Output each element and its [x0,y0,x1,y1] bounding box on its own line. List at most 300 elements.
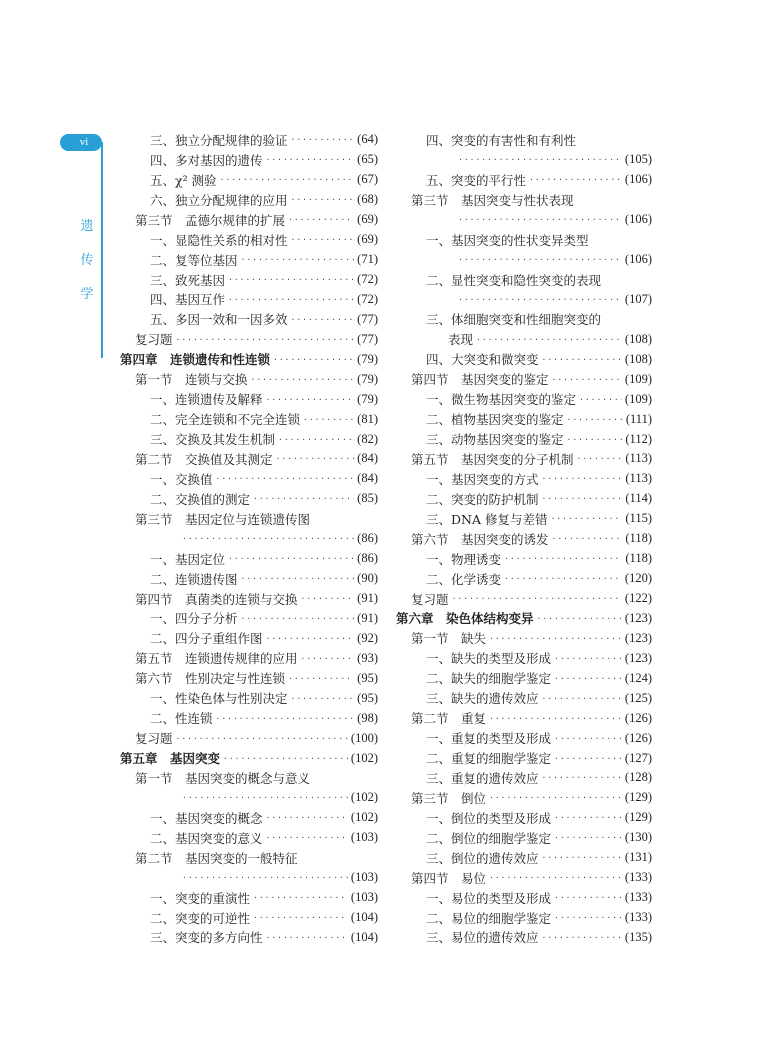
toc-entry-page: (81) [357,411,378,426]
dot-leader [228,554,354,563]
toc-entry[interactable] [120,808,378,828]
dot-leader [266,933,348,942]
toc-right-column [396,130,652,947]
toc-entry-page: (113) [625,451,652,466]
toc-entry-page: (118) [625,551,652,566]
toc-entry-title: 第六章 染色体结构变异 [396,611,534,627]
toc-entry[interactable] [120,190,378,210]
toc-entry-page: (100) [350,730,378,745]
toc-entry[interactable] [396,389,652,409]
dot-leader [266,813,348,822]
toc-entry-page: (114) [625,491,652,506]
toc-entry-page: (133) [624,870,652,885]
toc-entry-title: 第二节 交换值及其测定 [135,451,273,467]
toc-entry[interactable] [396,150,652,170]
page-number-badge [66,134,102,151]
toc-entry-title: 五、多因一效和一因多效 [150,312,288,328]
toc-entry[interactable] [120,728,378,748]
toc-entry-title: 第四节 真菌类的连锁与交换 [135,591,298,607]
toc-entry-title: 三、倒位的遗传效应 [426,850,539,866]
dot-leader [241,574,355,583]
dot-leader [253,494,354,503]
toc-entry[interactable] [396,489,652,509]
toc-entry[interactable] [120,648,378,668]
toc-entry[interactable] [396,349,652,369]
toc-entry-title: 一、缺失的类型及形成 [426,651,552,667]
dot-leader [542,494,623,503]
toc-entry[interactable] [396,509,652,529]
toc-entry-title: 第三节 基因定位与连锁遗传图 [135,511,311,527]
toc-entry-title: 第五节 连锁遗传规律的应用 [135,651,298,667]
toc-entry[interactable] [120,449,378,469]
toc-entry-page: (68) [357,192,378,207]
toc-entry[interactable] [120,549,378,569]
toc-entry-page: (95) [357,690,378,705]
dot-leader [458,255,622,264]
dot-leader [291,235,355,244]
toc-entry[interactable] [396,429,652,449]
toc-entry[interactable] [120,170,378,190]
dot-leader [552,534,623,543]
dot-leader [458,215,622,224]
toc-entry[interactable] [396,449,652,469]
toc-entry-title: 复习题 [135,332,173,348]
toc-entry-title: 二、四分子重组作图 [150,631,263,647]
toc-entry-title: 三、动物基因突变的鉴定 [426,432,564,448]
toc-entry-title: 三、体细胞突变和性细胞突变的 [426,312,602,328]
toc-entry-title: 第三节 倒位 [411,790,487,806]
toc-entry-title: 二、完全连锁和不完全连锁 [150,412,301,428]
toc-entry[interactable] [120,828,378,848]
toc-entry[interactable] [396,549,652,569]
dot-leader [476,335,622,344]
toc-entry-page: (127) [624,750,652,765]
toc-entry-page: (69) [357,212,378,227]
dot-leader [220,175,355,184]
toc-entry-title: 一、物理诱变 [426,551,502,567]
toc-entry[interactable] [396,668,652,688]
side-label-char: 学 [80,287,94,302]
toc-entry-title: 第二节 重复 [411,711,487,727]
toc-entry[interactable] [120,150,378,170]
toc-entry-page: (133) [624,910,652,925]
toc-entry-page: (111) [625,411,652,426]
toc-entry[interactable] [120,329,378,349]
toc-entry-page: (95) [357,670,378,685]
toc-entry-page: (77) [357,331,378,346]
dot-leader [489,714,622,723]
toc-entry-page: (120) [624,571,652,586]
toc-entry-title: 一、基因定位 [150,551,226,567]
toc-entry[interactable] [396,329,652,349]
dot-leader [291,315,355,324]
toc-entry[interactable] [396,728,652,748]
toc-entry[interactable] [120,928,378,948]
toc-entry-page: (125) [624,690,652,705]
toc-entry-page: (91) [357,610,378,625]
toc-entry[interactable] [396,190,652,210]
dot-leader [182,793,348,802]
dot-leader [458,155,622,164]
toc-entry-page: (102) [350,790,378,805]
dot-leader [176,335,355,344]
toc-entry-title: 第五节 基因突变的分子机制 [411,451,574,467]
toc-entry-title: 一、显隐性关系的相对性 [150,232,288,248]
toc-entry-page: (67) [357,172,378,187]
toc-entry[interactable] [396,609,652,629]
toc-entry[interactable] [396,230,652,250]
toc-entry[interactable] [120,888,378,908]
toc-entry[interactable] [120,868,378,888]
toc-left-column [120,130,378,947]
toc-entry[interactable] [396,529,652,549]
toc-entry-title: 二、突变的可逆性 [150,910,251,926]
toc-entry-title: 第一节 缺失 [411,631,487,647]
toc-entry-page: (79) [357,351,378,366]
toc-entry-page: (108) [624,351,652,366]
toc-entry[interactable] [396,928,652,948]
toc-entry-page: (103) [350,870,378,885]
toc-entry[interactable] [396,409,652,429]
toc-entry[interactable] [120,270,378,290]
toc-entry-title: 四、大突变和微突变 [426,352,539,368]
toc-entry-title: 第六节 基因突变的诱发 [411,531,549,547]
toc-entry-title: 一、交换值 [150,471,213,487]
toc-entry[interactable] [396,170,652,190]
toc-entry[interactable] [396,309,652,329]
toc-entry-page: (106) [624,252,652,267]
dot-leader [288,215,354,224]
dot-leader [542,355,622,364]
dot-leader [537,614,622,623]
dot-leader [489,634,622,643]
dot-leader [291,135,355,144]
toc-entry[interactable] [396,888,652,908]
toc-entry[interactable] [120,668,378,688]
toc-entry-title: 二、突变的防护机制 [426,491,539,507]
toc-entry[interactable] [120,708,378,728]
toc-entry-page: (115) [625,511,652,526]
toc-entry-page: (112) [625,431,652,446]
side-label-char: 遗 [80,219,94,234]
toc-entry-title: 二、显性突变和隐性突变的表现 [426,272,602,288]
toc-entry[interactable] [396,868,652,888]
toc-entry-title: 一、突变的重演性 [150,890,251,906]
dot-leader [554,833,622,842]
toc-entry-title: 第一节 基因突变的概念与意义 [135,770,311,786]
dot-leader [579,395,622,404]
toc-entry-title: 一、倒位的类型及形成 [426,810,552,826]
toc-entry[interactable] [120,609,378,629]
dot-leader [554,893,622,902]
toc-entry-page: (93) [357,650,378,665]
toc-entry-page: (104) [350,929,378,944]
toc-entry-page: (126) [624,710,652,725]
toc-entry[interactable] [120,788,378,808]
toc-entry-page: (98) [357,710,378,725]
toc-entry[interactable] [396,848,652,868]
dot-leader [542,474,623,483]
dot-leader [176,734,348,743]
toc-entry-page: (118) [625,531,652,546]
toc-entry[interactable] [396,589,652,609]
dot-leader [458,295,622,304]
toc-entry[interactable] [396,748,652,768]
toc-entry-page: (129) [624,790,652,805]
dot-leader [288,674,354,683]
toc-entry-title: 二、化学诱变 [426,571,502,587]
toc-entry[interactable] [120,349,378,369]
dot-leader [554,654,622,663]
toc-entry-page: (122) [624,591,652,606]
toc-entry[interactable] [396,628,652,648]
toc-entry-title: 三、易位的遗传效应 [426,930,539,946]
toc-entry[interactable] [120,230,378,250]
toc-entry[interactable] [396,130,652,150]
dot-leader [552,375,622,384]
toc-entry[interactable] [396,290,652,310]
toc-entry[interactable] [396,688,652,708]
toc-entry-page: (123) [624,650,652,665]
dot-leader [301,594,355,603]
toc-entry[interactable] [120,429,378,449]
toc-entry-page: (102) [350,810,378,825]
toc-entry-page: (79) [357,391,378,406]
toc-entry[interactable] [396,569,652,589]
dot-leader [228,275,354,284]
toc-entry[interactable] [120,210,378,230]
toc-entry[interactable] [120,409,378,429]
toc-entry-title: 一、易位的类型及形成 [426,890,552,906]
toc-entry[interactable] [396,648,652,668]
toc-entry-page: (133) [624,890,652,905]
toc-entry-page: (135) [624,929,652,944]
dot-leader [253,913,348,922]
side-label [80,210,94,312]
toc-entry-title: 六、独立分配规律的应用 [150,192,288,208]
dot-leader [554,734,622,743]
dot-leader [266,395,355,404]
dot-leader [228,295,354,304]
toc-entry[interactable] [120,290,378,310]
dot-leader [554,913,622,922]
toc-entry-page: (77) [357,311,378,326]
dot-leader [452,594,622,603]
toc-entry-page: (69) [357,232,378,247]
toc-entry-title: 四、多对基因的遗传 [150,152,263,168]
toc-entry-title: 第五章 基因突变 [120,751,221,767]
dot-leader [273,355,354,364]
toc-entry-page: (105) [624,152,652,167]
toc-entry-title: 二、易位的细胞学鉴定 [426,910,552,926]
toc-entry-title: 一、基因突变的方式 [426,471,539,487]
toc-entry[interactable] [120,130,378,150]
toc-entry-page: (86) [357,551,378,566]
toc-entry[interactable] [120,250,378,270]
toc-entry-title: 二、重复的细胞学鉴定 [426,751,552,767]
toc-entry-title: 一、性染色体与性别决定 [150,691,288,707]
toc-entry-title: 一、基因突变的概念 [150,810,263,826]
dot-leader [216,474,355,483]
toc-entry[interactable] [396,788,652,808]
toc-entry[interactable] [120,589,378,609]
toc-entry-title: 一、连锁遗传及解释 [150,392,263,408]
side-rule [101,142,103,358]
toc-entry-page: (64) [357,132,378,147]
dot-leader [251,375,355,384]
toc-entry-page: (108) [624,331,652,346]
toc-entry-title: 三、突变的多方向性 [150,930,263,946]
toc-entry-title: 复习题 [135,731,173,747]
toc-entry-page: (84) [357,451,378,466]
dot-leader [554,754,622,763]
toc-entry[interactable] [120,509,378,529]
toc-entry-page: (126) [624,730,652,745]
toc-entry-title: 二、植物基因突变的鉴定 [426,412,564,428]
toc-entry[interactable] [120,569,378,589]
toc-entry-page: (90) [357,571,378,586]
toc-entry[interactable] [120,489,378,509]
toc-entry-title: 第一节 连锁与交换 [135,372,248,388]
toc-entry-title: 三、DNA 修复与差错 [426,511,548,527]
toc-entry-page: (103) [350,830,378,845]
toc-entry-title: 二、基因突变的意义 [150,830,263,846]
toc-entry-page: (124) [624,670,652,685]
toc-entry-title: 二、性连锁 [150,711,213,727]
toc-entry[interactable] [120,848,378,868]
toc-entry[interactable] [120,309,378,329]
dot-leader [278,435,354,444]
toc-entry[interactable] [120,628,378,648]
toc-entry-title: 四、突变的有害性和有利性 [426,132,577,148]
toc-entry-page: (85) [357,491,378,506]
toc-entry[interactable] [120,469,378,489]
toc-entry[interactable] [120,389,378,409]
toc-entry-title: 三、独立分配规律的验证 [150,132,288,148]
dot-leader [182,534,354,543]
toc-entry-title: 第三节 基因突变与性状表现 [411,192,574,208]
toc-entry-page: (84) [357,471,378,486]
dot-leader [554,813,622,822]
toc-entry-title: 第四节 基因突变的鉴定 [411,372,549,388]
toc-entry-page: (104) [350,910,378,925]
toc-entry-title: 二、复等位基因 [150,252,238,268]
toc-entry-page: (71) [357,252,378,267]
dot-leader [489,793,622,802]
toc-entry-page: (65) [357,152,378,167]
toc-entry-page: (106) [624,172,652,187]
toc-entry-title: 五、χ² 测验 [150,172,217,188]
toc-entry-title: 三、重复的遗传效应 [426,770,539,786]
dot-leader [216,714,355,723]
toc-entry-page: (130) [624,830,652,845]
dot-leader [577,454,623,463]
toc-entry[interactable] [396,768,652,788]
dot-leader [529,175,622,184]
toc-entry-title: 三、致死基因 [150,272,226,288]
toc-entry[interactable] [396,369,652,389]
toc-entry[interactable] [396,828,652,848]
toc-entry-title: 一、四分子分析 [150,611,238,627]
toc-entry-page: (129) [624,810,652,825]
toc-entry-page: (102) [350,750,378,765]
toc-entry[interactable] [120,369,378,389]
toc-entry-page: (131) [624,850,652,865]
toc-entry[interactable] [396,908,652,928]
toc-entry-title: 二、交换值的测定 [150,491,251,507]
toc-entry-title: 二、缺失的细胞学鉴定 [426,671,552,687]
toc-entry[interactable] [396,708,652,728]
toc-entry-page: (91) [357,591,378,606]
toc-entry-page: (82) [357,431,378,446]
toc-entry-page: (72) [357,272,378,287]
dot-leader [253,893,348,902]
toc-entry-page: (123) [624,610,652,625]
dot-leader [542,773,622,782]
toc-entry-page: (123) [624,630,652,645]
dot-leader [182,873,348,882]
toc-entry-title: 表现 [448,332,474,348]
toc-entry-page: (109) [624,391,652,406]
toc-entry[interactable] [120,688,378,708]
toc-entry[interactable] [120,768,378,788]
toc-entry-title: 一、重复的类型及形成 [426,731,552,747]
toc-entry-page: (92) [357,630,378,645]
toc-entry-page: (72) [357,291,378,306]
toc-entry-page: (79) [357,371,378,386]
toc-entry-title: 第四章 连锁遗传和性连锁 [120,352,271,368]
toc-entry[interactable] [396,808,652,828]
side-label-char: 传 [80,253,94,268]
toc-entry-title: 第二节 基因突变的一般特征 [135,850,298,866]
toc-entry[interactable] [120,908,378,928]
toc-entry[interactable] [396,270,652,290]
toc-entry[interactable] [120,748,378,768]
toc-entry-title: 第六节 性别决定与性连锁 [135,671,286,687]
toc-entry[interactable] [396,210,652,230]
dot-leader [567,415,623,424]
dot-leader [276,454,355,463]
toc-entry-title: 一、微生物基因突变的鉴定 [426,392,577,408]
toc-entry[interactable] [396,250,652,270]
dot-leader [567,435,623,444]
toc-entry[interactable] [120,529,378,549]
dot-leader [504,574,622,583]
dot-leader [303,415,354,424]
toc-entry-page: (103) [350,890,378,905]
dot-leader [542,694,622,703]
dot-leader [542,933,622,942]
toc-entry-title: 五、突变的平行性 [426,172,527,188]
toc-entry-title: 一、基因突变的性状变异类型 [426,232,589,248]
dot-leader [291,694,355,703]
dot-leader [301,654,355,663]
toc-entry-title: 第三节 孟德尔规律的扩展 [135,212,286,228]
dot-leader [542,853,622,862]
toc-entry-page: (109) [624,371,652,386]
dot-leader [291,195,355,204]
dot-leader [489,873,622,882]
toc-entry[interactable] [396,469,652,489]
toc-entry-title: 四、基因互作 [150,292,226,308]
toc-entry-page: (107) [624,291,652,306]
toc-entry-title: 二、倒位的细胞学鉴定 [426,830,552,846]
dot-leader [554,674,622,683]
toc-entry-title: 第四节 易位 [411,870,487,886]
toc-entry-title: 三、交换及其发生机制 [150,432,276,448]
page-number: vi [79,136,89,148]
dot-leader [266,833,348,842]
